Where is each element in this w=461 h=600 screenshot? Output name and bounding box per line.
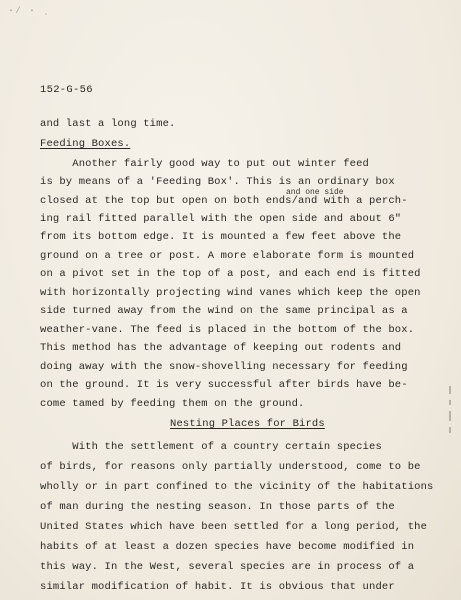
- text-line: similar modification of habit. It is obvious that under: [40, 581, 395, 593]
- text-line: ground on a tree or post. A more elaborate form is mounted: [40, 250, 415, 262]
- text-line: Another fairly good way to put out winter feed: [40, 158, 370, 170]
- text-line: on a pivot set in the top of a post, and each end is fitted: [40, 268, 421, 280]
- text-line: closed at the top but open on both ends/and with a perch-: [40, 195, 408, 207]
- text-line: United States which have been settled for a long period, the: [40, 521, 428, 533]
- text-line: of man during the nesting season. In those parts of the: [40, 501, 395, 513]
- text-line: come tamed by feeding them on the ground.: [40, 398, 305, 410]
- feeding-boxes-heading: Feeding Boxes.: [40, 138, 131, 150]
- text-line: with horizontally projecting wind vanes which keep the open: [40, 287, 421, 299]
- corner-marks: ·∕ · ˌ: [8, 6, 51, 17]
- page-code: 152-G-56: [40, 84, 93, 96]
- text-line: from its bottom edge. It is mounted a few feet above the: [40, 231, 402, 243]
- text-line: is by means of a 'Feeding Box'. This is an ordinary box: [40, 176, 395, 188]
- text-line: on the ground. It is very successful after birds have be-: [40, 379, 408, 391]
- text-line: ing rail fitted parallel with the open side and about 6": [40, 213, 402, 225]
- edge-marks: [449, 380, 455, 439]
- text-line: With the settlement of a country certain species: [40, 441, 382, 453]
- text-line: doing away with the snow-shovelling necessary for feeding: [40, 361, 408, 373]
- text-line: of birds, for reasons only partially understood, come to be: [40, 461, 421, 473]
- text-line: habits of at least a dozen species have become modified in: [40, 541, 415, 553]
- text-line: This method has the advantage of keeping out rodents and: [40, 342, 402, 354]
- opening-line: and last a long time.: [40, 118, 176, 130]
- text-line: this way. In the West, several species are in process of a: [40, 561, 415, 573]
- handwritten-insertion: and one side: [286, 188, 344, 197]
- text-line: side turned away from the wind on the same principal as a: [40, 305, 408, 317]
- text-line: weather-vane. The feed is placed in the bottom of the box.: [40, 324, 415, 336]
- nesting-places-heading: Nesting Places for Birds: [170, 418, 325, 430]
- text-line: wholly or in part confined to the vicinity of the habitations: [40, 481, 434, 493]
